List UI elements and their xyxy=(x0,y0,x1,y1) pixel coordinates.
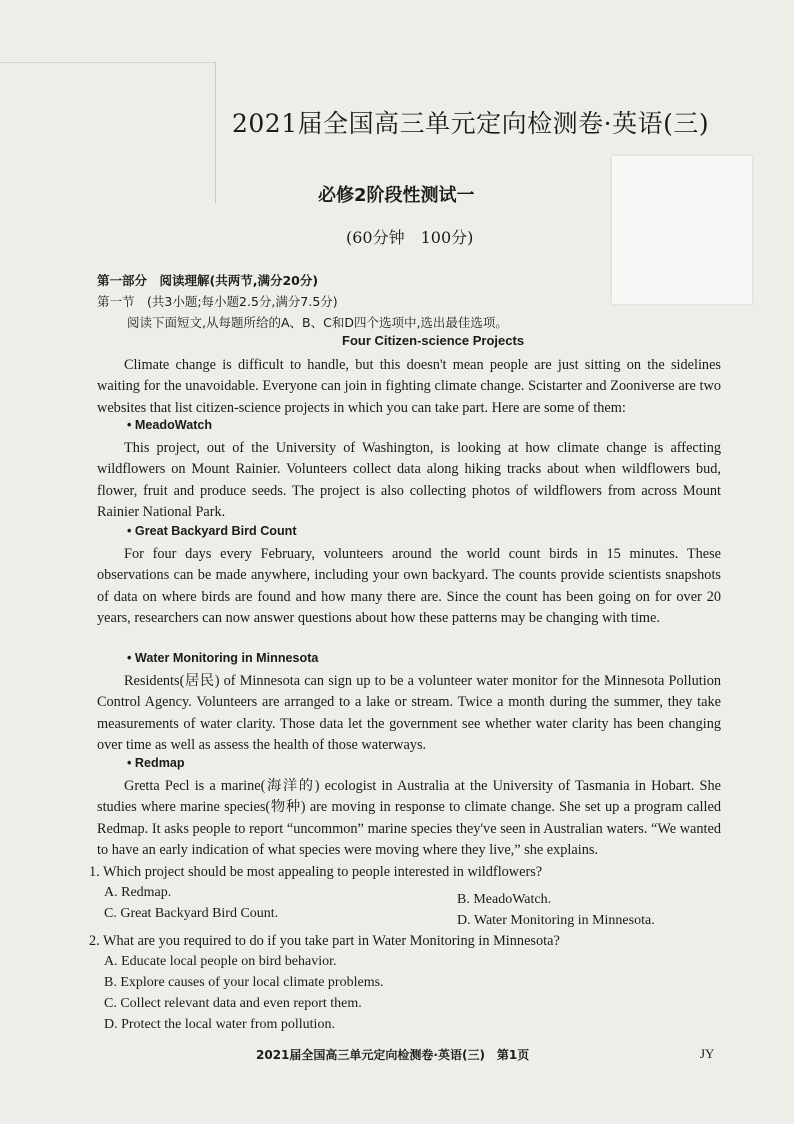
project-text-meadowatch: This project, out of the University of Washington, is looking at how climate change is affecting wildflowers on Mount Rainier. Volunteers collect data along hiking tracks about when wildflowers bud, flower, fruit and produce seeds. The project is also collecting photos of wildflowers from across Mount Rainier National Park. xyxy=(97,440,721,520)
time-score: (60分钟 100分) xyxy=(346,228,474,247)
question-2-option-d: D. Protect the local water from pollution. xyxy=(104,1017,335,1032)
project-text-water-monitoring: Residents(居民) of Minnesota can sign up to be a volunteer water monitor for the Minnesota Pollution Control Agency. Volunteers are arranged to a lake or stream. Twice a month during the summer, they take measurements of water clarity. Those data let the government see whether water clarity has been changing over time as well as assess the health of those waterways. xyxy=(97,673,721,753)
page-fold-edge xyxy=(0,62,216,203)
exam-subtitle: 必修2阶段性测试一 xyxy=(318,185,475,206)
instruction: 阅读下面短文,从每题所给的A、B、C和D四个选项中,选出最佳选项。 xyxy=(127,315,508,330)
exam-title: 2021届全国高三单元定向检测卷·英语(三) xyxy=(232,109,710,138)
question-1-option-c: C. Great Backyard Bird Count. xyxy=(104,906,279,921)
project-heading-water-monitoring: • Water Monitoring in Minnesota xyxy=(127,651,319,665)
question-1-option-a: A. Redmap. xyxy=(104,885,172,900)
blank-label-sticker xyxy=(612,156,752,304)
project-heading-meadowatch: • MeadoWatch xyxy=(127,418,213,432)
question-1-option-b: B. MeadoWatch. xyxy=(457,892,552,907)
question-2-option-c: C. Collect relevant data and even report them. xyxy=(104,996,362,1011)
project-heading-redmap: • Redmap xyxy=(127,756,185,770)
passage-intro: Climate change is difficult to handle, but this doesn't mean people are just sitting on the sidelines waiting for the unavoidable. Everyone can join in fighting climate change. Scistarter and Zooniverse are two websites that list citizen-science projects in which you can take part. Here are some of them: xyxy=(97,357,721,416)
section-heading: 第一节 (共3小题;每小题2.5分,满分7.5分) xyxy=(97,294,338,309)
question-2-stem: 2. What are you required to do if you take part in Water Monitoring in Minnesota? xyxy=(89,933,560,949)
passage-title: Four Citizen-science Projects xyxy=(342,333,525,348)
question-2-option-b: B. Explore causes of your local climate problems. xyxy=(104,975,384,990)
project-text-redmap: Gretta Pecl is a marine(海洋的) ecologist in Australia at the University of Tasmania in Hobart. She studies where marine species(物种) are moving in response to climate change. She set up a program called Redmap. It asks people to report “uncommon” marine species they've seen in Australian waters. “We wanted to have an early indication of what species were moving where they live,” she explains. xyxy=(97,778,721,858)
footer-code: JY xyxy=(700,1046,715,1061)
question-2-option-a: A. Educate local people on bird behavior. xyxy=(104,954,337,969)
project-heading-bird-count: • Great Backyard Bird Count xyxy=(127,524,297,538)
project-text-bird-count: For four days every February, volunteers around the world count birds in 15 minutes. These observations can be made anywhere, including your own backyard. The counts provide scientists snapshots of data on where birds are found and how many there are. Since the count has been going on for over 20 years, researchers can now answer questions about how these patterns may be changing with time. xyxy=(97,546,721,626)
question-1-stem: 1. Which project should be most appealing to people interested in wildflowers? xyxy=(89,864,543,880)
part-heading: 第一部分 阅读理解(共两节,满分20分) xyxy=(97,273,319,288)
question-1-option-d: D. Water Monitoring in Minnesota. xyxy=(457,913,655,928)
page-footer: 2021届全国高三单元定向检测卷·英语(三) 第1页 xyxy=(256,1048,530,1062)
